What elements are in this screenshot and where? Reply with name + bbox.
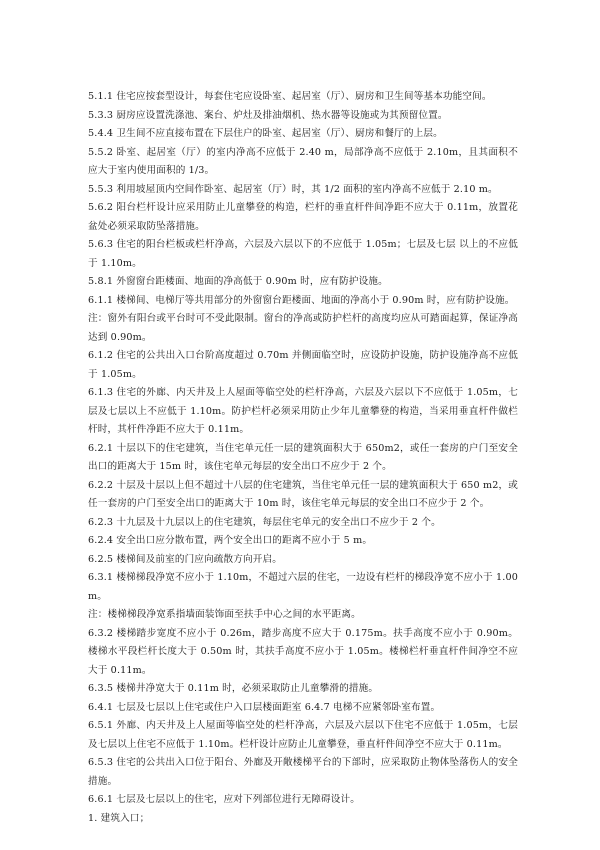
clause-5-3-3: 5.3.3 厨房应设置洗涤池、案台、炉灶及排油烟机、热水器等设施或为其预留位置。 [88,109,448,121]
clause-6-2-3: 6.2.3 十九层及十九层以上的住宅建筑，每层住宅单元的安全出口不应少于 2 个。 [88,516,441,528]
clause-6-2-4: 6.2.4 安全出口应分散布置，两个安全出口的距离不应小于 5 m。 [88,535,373,546]
clause-6-2-5: 6.2.5 楼梯间及前室的门应向疏散方向开启。 [88,553,283,565]
clause-5-4-4: 5.4.4 卫生间不应直接布置在下层住户的卧室、起居室（厅）、厨房和餐厅的上层。 [88,128,443,139]
clause-6-1-3: 6.1.3 住宅的外廊、内天井及上人屋面等临空处的栏杆净高，六层及六层以下不应低于 1.05m，七层及七层以上不应低于 1.10m。防护栏杆必须采用防止少年儿童攀登的构造，当采用垂直杆件做栏杆时，其杆件净距不应大于 0.11m。 [88,387,518,435]
clause-5-6-2: 5.6.2 阳台栏杆设计应采用防止儿童攀登的构造，栏杆的垂直杆件间净距不应大于 0.11m，放置花盆处必须采取防坠落措施。 [88,202,518,232]
clause-5-5-3: 5.5.3 利用坡屋顶内空间作卧室、起居室（厅）时，其 1/2 面积的室内净高不应低于 2.10 m。 [88,183,498,195]
clause-6-3-5: 6.3.5 楼梯井净宽大于 0.11m 时，必须采取防止儿童攀滑的措施。 [88,683,379,694]
clause-6-6-1: 6.6.1 七层及七层以上的住宅，应对下列部位进行无障碍设计。 [88,794,360,805]
clause-6-3-1: 6.3.1 楼梯梯段净宽不应小于 1.10m，不超过六层的住宅，一边设有栏杆的梯段净宽不应小于 1.00m。 [88,572,518,602]
clause-6-5-1: 6.5.1 外廊、内天井及上人屋面等临空处的栏杆净高，六层及六层以下住宅不应低于 1.05m，七层及七层以上住宅不应低于 1.10m。栏杆设计应防止儿童攀登，垂直杆件间净空不应大于 0.11m。 [88,720,518,750]
clause-6-3-2: 6.3.2 楼梯踏步宽度不应小于 0.26m，踏步高度不应大于 0.175m。扶手高度不应小于 0.90m。楼梯水平段栏杆长度大于 0.50m 时，其扶手高度不应小于 1.05m。楼梯栏杆垂直杆件间净空不应大于 0.11m。 [88,627,518,676]
clause-6-2-2: 6.2.2 十层及十层以上但不超过十八层的住宅建筑，当住宅单元任一层的建筑面积大于 650 m2，或任一套房的户门至安全出口的距离大于 10m 时，该住宅单元每层的安全出口不应少于 2 个。 [88,479,518,509]
document-body [88,88,518,828]
clause-6-2-1: 6.2.1 十层以下的住宅建筑，当住宅单元任一层的建筑面积大于 650m2，或任一套房的户门至安全出口的距离大于 15m 时，该住宅单元每层的安全出口不应少于 2 个。 [88,442,518,472]
clause-6-1-2: 6.1.2 住宅的公共出入口台阶高度超过 0.70m 并侧面临空时，应设防护设施，防护设施净高不应低于 1.05m。 [88,350,518,380]
clause-6-4-1: 6.4.1 七层及七层以上住宅或住户入口层楼面距室 6.4.7 电梯不应紧邻卧室布置。 [88,701,441,713]
clause-5-8-1: 5.8.1 外窗窗台距楼面、地面的净高低于 0.90m 时，应有防护设施。 [88,276,388,287]
clause-5-6-3: 5.6.3 住宅的阳台栏板或栏杆净高，六层及六层以下的不应低于 1.05m；七层及七层 以上的不应低于 1.10m。 [88,239,518,269]
clause-5-1-1: 5.1.1 住宅应按套型设计，每套住宅应设卧室、起居室（厅）、厨房和卫生间等基本功能空间。 [88,91,492,102]
note-window-sill: 注：窗外有阳台或平台时可不受此限制。窗台的净高或防护栏杆的高度均应从可踏面起算，保证净高达到 0.90m。 [88,313,518,343]
list-item-building-entrance: 1. 建筑入口； [88,812,150,824]
clause-6-5-3: 6.5.3 住宅的公共出入口位于阳台、外廊及开敞楼梯平台的下部时，应采取防止物体坠落伤人的安全措施。 [88,757,518,787]
note-stair-width: 注：楼梯梯段净宽系指墙面装饰面至扶手中心之间的水平距离。 [88,609,361,620]
clause-5-5-2: 5.5.2 卧室、起居室（厅）的室内净高不应低于 2.40 m，局部净高不应低于 2.10m，且其面积不应大于室内使用面积的 1/3。 [88,146,518,176]
clause-6-1-1: 6.1.1 楼梯间、电梯厅等共用部分的外窗窗台距楼面、地面的净高小于 0.90m 时，应有防护设施。 [88,294,515,306]
